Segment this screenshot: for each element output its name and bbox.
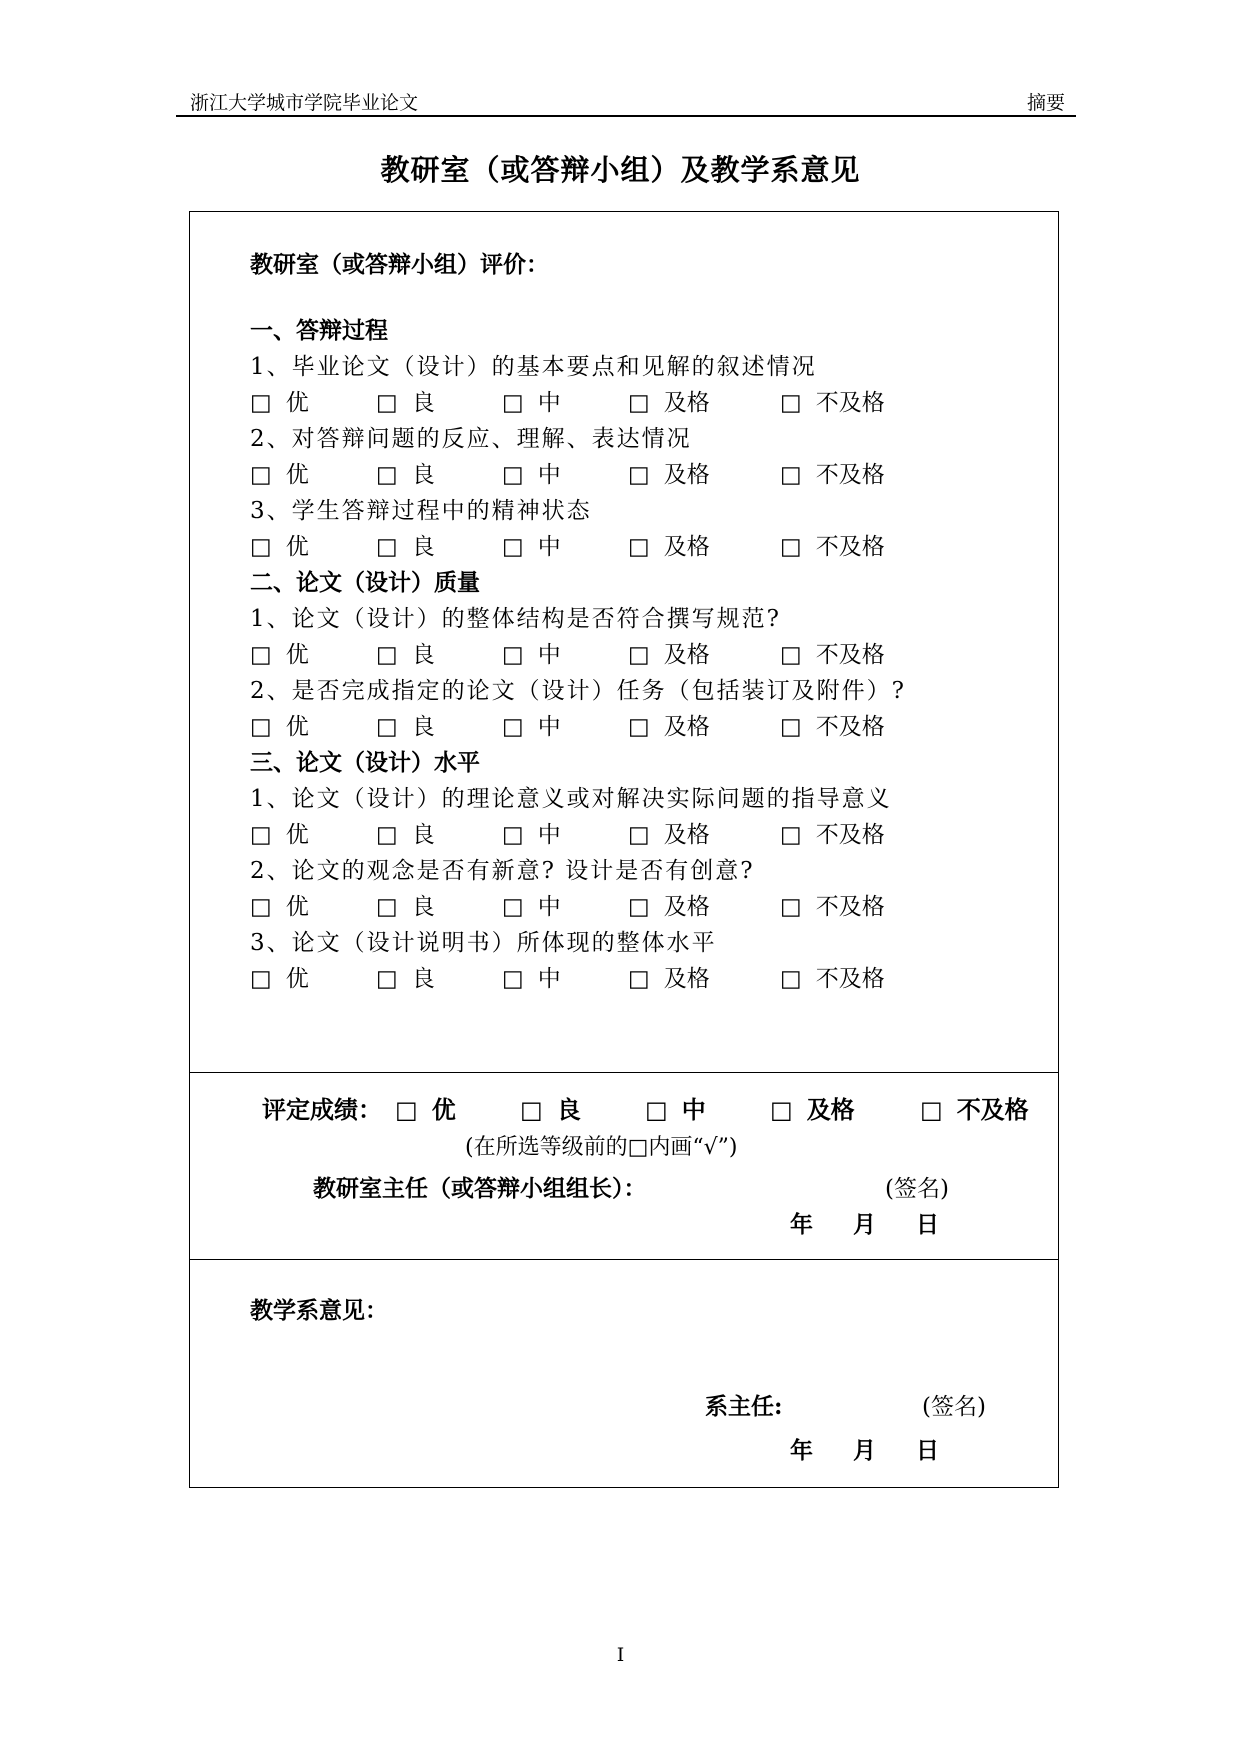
opinion-form: [189, 211, 1059, 1488]
option-label: 良: [411, 534, 435, 560]
divider-grade: [190, 1072, 1058, 1073]
option-label: 优: [285, 822, 309, 848]
option-label: 中: [537, 822, 561, 848]
checkbox-icon[interactable]: □: [395, 1095, 418, 1124]
checkbox-icon[interactable]: □: [780, 462, 802, 488]
option-checkbox[interactable]: [628, 960, 710, 993]
final-grade-label: 优: [431, 1095, 456, 1124]
option-label: 不及格: [815, 714, 885, 740]
question-text: 1、论文（设计）的整体结构是否符合撰写规范?: [250, 606, 781, 632]
option-label: 中: [537, 462, 561, 488]
checkbox-icon[interactable]: □: [628, 966, 650, 992]
option-label: 优: [285, 966, 309, 992]
final-grade-checkbox[interactable]: [395, 1090, 456, 1125]
checkbox-icon[interactable]: □: [502, 966, 524, 992]
final-grade-label: 中: [681, 1095, 706, 1124]
option-label: 中: [537, 390, 561, 416]
header-left: 浙江大学城市学院毕业论文: [190, 92, 419, 114]
checkbox-icon[interactable]: □: [645, 1095, 668, 1124]
department-signature: (签名): [922, 1394, 986, 1420]
option-label: 良: [411, 894, 435, 920]
checkbox-icon[interactable]: □: [376, 390, 398, 416]
checkbox-icon[interactable]: □: [376, 966, 398, 992]
checkbox-icon[interactable]: □: [250, 462, 272, 488]
option-label: 中: [537, 714, 561, 740]
checkbox-icon[interactable]: □: [628, 642, 650, 668]
option-checkbox[interactable]: [628, 636, 710, 669]
checkbox-icon[interactable]: □: [250, 894, 272, 920]
option-checkbox[interactable]: [780, 960, 885, 993]
option-label: 及格: [663, 714, 710, 740]
checkbox-icon[interactable]: □: [376, 462, 398, 488]
option-checkbox[interactable]: [502, 888, 561, 921]
page-number: I: [616, 1644, 625, 1666]
checkbox-icon[interactable]: □: [520, 1095, 543, 1124]
option-label: 良: [411, 966, 435, 992]
checkbox-icon[interactable]: □: [780, 534, 802, 560]
checkbox-icon[interactable]: □: [502, 894, 524, 920]
checkbox-icon[interactable]: □: [250, 966, 272, 992]
department-label: 教学系意见：: [250, 1297, 388, 1324]
checkbox-icon[interactable]: □: [628, 390, 650, 416]
option-checkbox[interactable]: [502, 708, 561, 741]
checkbox-icon[interactable]: □: [376, 822, 398, 848]
option-checkbox[interactable]: [780, 888, 885, 921]
checkbox-icon[interactable]: □: [780, 894, 802, 920]
department-date-year: 年: [790, 1437, 813, 1464]
checkbox-icon[interactable]: □: [376, 534, 398, 560]
option-checkbox[interactable]: [376, 960, 435, 993]
option-label: 中: [537, 642, 561, 668]
checkbox-icon[interactable]: □: [376, 642, 398, 668]
option-checkbox[interactable]: [780, 456, 885, 489]
page-title: 教研室（或答辩小组）及教学系意见: [380, 153, 861, 187]
option-checkbox[interactable]: [376, 708, 435, 741]
header-rule: [176, 115, 1076, 117]
checkbox-icon[interactable]: □: [628, 534, 650, 560]
option-label: 优: [285, 390, 309, 416]
checkbox-icon[interactable]: □: [628, 894, 650, 920]
question-text: 1、毕业论文（设计）的基本要点和见解的叙述情况: [250, 354, 817, 380]
option-checkbox[interactable]: [250, 528, 309, 561]
director-label: 教研室主任（或答辩小组组长）：: [313, 1175, 647, 1202]
question-text: 2、论文的观念是否有新意? 设计是否有创意?: [250, 858, 755, 884]
section-title: 二、论文（设计）质量: [250, 569, 480, 596]
option-checkbox[interactable]: [628, 888, 710, 921]
option-label: 及格: [663, 462, 710, 488]
option-checkbox[interactable]: [376, 636, 435, 669]
question-text: 1、论文（设计）的理论意义或对解决实际问题的指导意义: [250, 786, 892, 812]
checkbox-icon[interactable]: □: [770, 1095, 793, 1124]
checkbox-icon[interactable]: □: [376, 894, 398, 920]
option-checkbox[interactable]: [250, 888, 309, 921]
option-checkbox[interactable]: [628, 708, 710, 741]
checkbox-icon[interactable]: □: [920, 1095, 943, 1124]
option-checkbox[interactable]: [502, 456, 561, 489]
department-date-day: 日: [916, 1437, 939, 1464]
option-checkbox[interactable]: [376, 456, 435, 489]
director-signature: (签名): [885, 1176, 949, 1202]
checkbox-icon[interactable]: □: [250, 534, 272, 560]
option-label: 优: [285, 534, 309, 560]
option-label: 优: [285, 714, 309, 740]
director-date-month: 月: [853, 1211, 876, 1238]
option-checkbox[interactable]: [502, 636, 561, 669]
option-checkbox[interactable]: [250, 960, 309, 993]
option-checkbox[interactable]: [780, 636, 885, 669]
final-grade-checkbox[interactable]: [645, 1090, 706, 1125]
section-title: 一、答辩过程: [250, 317, 388, 344]
final-grade-label: 及格: [806, 1095, 855, 1124]
option-label: 不及格: [815, 894, 885, 920]
checkbox-icon[interactable]: □: [502, 642, 524, 668]
option-label: 不及格: [815, 966, 885, 992]
option-label: 良: [411, 462, 435, 488]
option-label: 优: [285, 894, 309, 920]
question-text: 3、学生答辩过程中的精神状态: [250, 498, 592, 524]
option-checkbox[interactable]: [376, 888, 435, 921]
option-checkbox[interactable]: [628, 384, 710, 417]
final-grade-checkbox[interactable]: [920, 1090, 1029, 1125]
option-checkbox[interactable]: [502, 960, 561, 993]
question-text: 3、论文（设计说明书）所体现的整体水平: [250, 930, 717, 956]
question-text: 2、对答辩问题的反应、理解、表达情况: [250, 426, 692, 452]
option-label: 良: [411, 390, 435, 416]
option-checkbox[interactable]: [250, 636, 309, 669]
checkbox-icon[interactable]: □: [628, 822, 650, 848]
option-checkbox[interactable]: [250, 456, 309, 489]
option-label: 及格: [663, 642, 710, 668]
evaluation-heading: 教研室（或答辩小组）评价：: [250, 251, 549, 278]
department-head-label: 系主任:: [705, 1393, 783, 1420]
checkbox-icon[interactable]: □: [250, 822, 272, 848]
final-grade-checkbox[interactable]: [520, 1090, 581, 1125]
option-label: 及格: [663, 822, 710, 848]
option-checkbox[interactable]: [376, 816, 435, 849]
option-checkbox[interactable]: [250, 816, 309, 849]
checkbox-icon[interactable]: □: [250, 642, 272, 668]
option-label: 不及格: [815, 534, 885, 560]
option-label: 不及格: [815, 822, 885, 848]
checkbox-icon[interactable]: □: [780, 966, 802, 992]
option-label: 不及格: [815, 462, 885, 488]
checkbox-icon[interactable]: □: [780, 822, 802, 848]
option-checkbox[interactable]: [376, 528, 435, 561]
option-checkbox[interactable]: [250, 708, 309, 741]
option-checkbox[interactable]: [780, 816, 885, 849]
question-text: 2、是否完成指定的论文（设计）任务（包括装订及附件）?: [250, 678, 906, 704]
department-date-month: 月: [853, 1437, 876, 1464]
option-label: 良: [411, 714, 435, 740]
final-grade-checkbox[interactable]: [770, 1090, 855, 1125]
final-grade-label: 良: [556, 1095, 581, 1124]
checkbox-icon[interactable]: □: [628, 462, 650, 488]
option-label: 及格: [663, 534, 710, 560]
option-label: 及格: [663, 390, 710, 416]
option-label: 优: [285, 642, 309, 668]
checkbox-icon[interactable]: □: [502, 714, 524, 740]
option-label: 良: [411, 642, 435, 668]
option-checkbox[interactable]: [502, 384, 561, 417]
section-title: 三、论文（设计）水平: [250, 749, 480, 776]
final-grade-label: 不及格: [956, 1095, 1029, 1124]
option-label: 中: [537, 894, 561, 920]
option-checkbox[interactable]: [628, 816, 710, 849]
checkbox-icon[interactable]: □: [502, 534, 524, 560]
option-checkbox[interactable]: [250, 384, 309, 417]
director-date-day: 日: [916, 1211, 939, 1238]
option-checkbox[interactable]: [502, 816, 561, 849]
checkbox-icon[interactable]: □: [250, 390, 272, 416]
grade-note: (在所选等级前的□内画“√”): [465, 1135, 738, 1160]
option-checkbox[interactable]: [780, 528, 885, 561]
option-checkbox[interactable]: [502, 528, 561, 561]
option-label: 中: [537, 534, 561, 560]
option-checkbox[interactable]: [628, 528, 710, 561]
option-label: 及格: [663, 894, 710, 920]
checkbox-icon[interactable]: □: [780, 642, 802, 668]
option-label: 良: [411, 822, 435, 848]
checkbox-icon[interactable]: □: [250, 714, 272, 740]
checkbox-icon[interactable]: □: [780, 714, 802, 740]
option-checkbox[interactable]: [628, 456, 710, 489]
checkbox-icon[interactable]: □: [376, 714, 398, 740]
checkbox-icon[interactable]: □: [502, 822, 524, 848]
checkbox-icon[interactable]: □: [628, 714, 650, 740]
checkbox-icon[interactable]: □: [780, 390, 802, 416]
option-checkbox[interactable]: [376, 384, 435, 417]
option-checkbox[interactable]: [780, 384, 885, 417]
divider-department: [190, 1259, 1058, 1260]
option-label: 中: [537, 966, 561, 992]
option-label: 优: [285, 462, 309, 488]
option-label: 不及格: [815, 642, 885, 668]
checkbox-icon[interactable]: □: [502, 390, 524, 416]
option-label: 及格: [663, 966, 710, 992]
director-date-year: 年: [790, 1211, 813, 1238]
grade-label: 评定成绩：: [262, 1095, 382, 1124]
checkbox-icon[interactable]: □: [502, 462, 524, 488]
header-right: 摘要: [1026, 92, 1065, 114]
option-label: 不及格: [815, 390, 885, 416]
option-checkbox[interactable]: [780, 708, 885, 741]
